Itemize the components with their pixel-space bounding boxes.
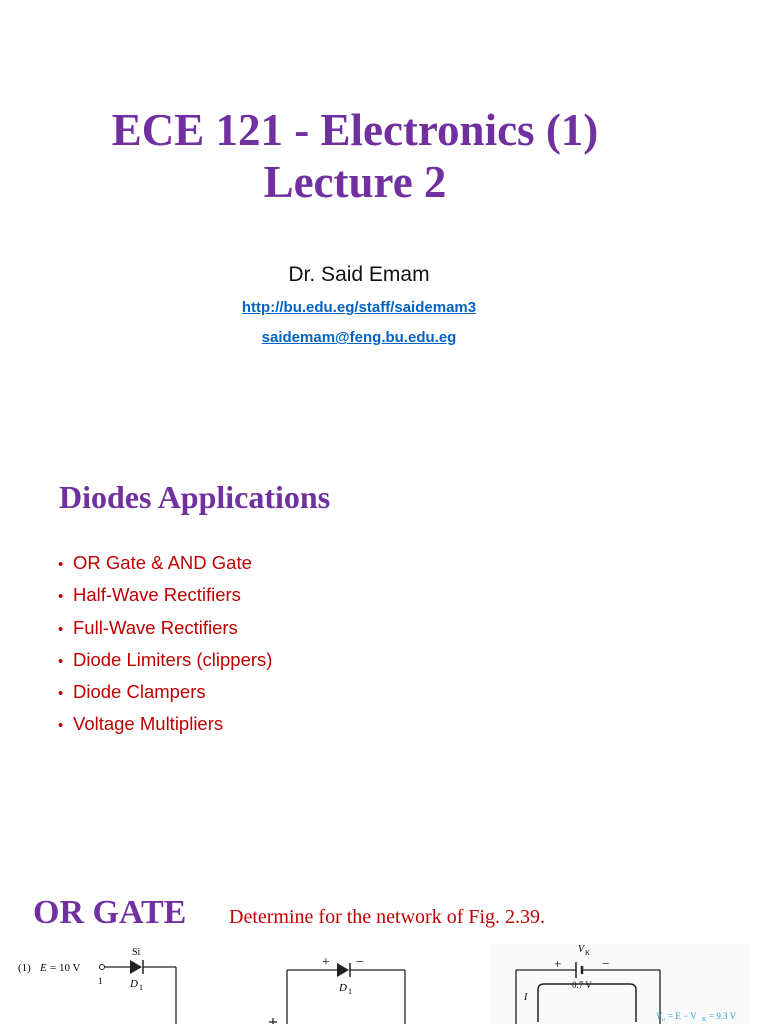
current-label: I: [524, 992, 528, 1003]
list-item: [58, 678, 272, 710]
vo-equation-sub: K: [702, 1017, 707, 1023]
list-item: [58, 614, 272, 646]
circuit-figure-c: [490, 944, 750, 1024]
silicon-label: Si: [132, 947, 141, 958]
title-slide: [0, 0, 768, 440]
list-item: [58, 710, 272, 742]
list-item-label: Voltage Multipliers: [73, 713, 224, 735]
vo-result: = 9.3 V: [709, 1011, 737, 1021]
diode-label-sub: 1: [348, 987, 352, 996]
figure-a-number: (1): [18, 962, 31, 974]
lecture-title: Lecture 2: [263, 157, 447, 207]
bullet-icon: •: [58, 717, 64, 735]
list-item: [58, 549, 272, 581]
vo-label-sub: o: [662, 1017, 665, 1023]
email-link[interactable]: saidemam@feng.bu.edu.eg: [261, 329, 457, 346]
author-name: Dr. Said Emam: [288, 263, 430, 286]
input-terminal: [100, 965, 105, 970]
or-gate-title: OR GATE: [33, 894, 187, 931]
source-label: E: [40, 962, 47, 974]
bullet-icon: •: [58, 685, 64, 703]
minus-sign: −: [356, 955, 364, 970]
node-label: 1: [98, 976, 103, 986]
circuit-b-diagram: [245, 944, 455, 1024]
list-item: [58, 581, 272, 613]
applications-title: Diodes Applications: [59, 479, 331, 515]
bullet-icon: •: [58, 652, 64, 670]
circuit-c-diagram: [490, 944, 750, 1024]
applications-slide: [0, 462, 768, 862]
vo-label: V: [656, 1011, 662, 1021]
circuit-a-diagram: [18, 944, 228, 1024]
vk-label: V: [578, 944, 585, 955]
circuit-figure-a: [18, 944, 228, 1024]
bullet-icon: •: [58, 556, 64, 573]
list-item: [58, 646, 272, 678]
diode-label: D: [130, 978, 138, 990]
list-item-label: Diode Clampers: [73, 681, 206, 703]
diode-label-sub: 1: [139, 983, 143, 992]
vo-equation: = E − V: [668, 1011, 697, 1021]
minus-sign: −: [602, 956, 610, 971]
vk-label-sub: K: [585, 949, 591, 957]
plus-sign: +: [322, 955, 330, 970]
plus-sign: +: [554, 956, 562, 971]
course-title: ECE 121 - Electronics (1): [111, 105, 599, 155]
diode-icon: [130, 960, 142, 974]
applications-list: [58, 549, 272, 743]
staff-url-link[interactable]: http://bu.edu.eg/staff/saidemam3: [241, 299, 477, 316]
vk-value: 0.7 V: [572, 980, 592, 990]
source-value: = 10 V: [50, 962, 81, 974]
bullet-icon: •: [58, 620, 64, 638]
list-item-label: Half-Wave Rectifiers: [73, 584, 241, 606]
list-item-label: OR Gate & AND Gate: [73, 552, 252, 573]
or-gate-subtitle: Determine for the network of Fig. 2.39.: [229, 906, 546, 928]
list-item-label: Diode Limiters (clippers): [73, 648, 273, 670]
circuit-figure-b: [245, 944, 455, 1024]
diode-label: D: [339, 982, 347, 994]
bullet-icon: •: [58, 588, 64, 606]
list-item-label: Full-Wave Rectifiers: [73, 616, 238, 638]
or-gate-slide: [0, 882, 768, 1024]
diode-icon: [337, 963, 349, 977]
